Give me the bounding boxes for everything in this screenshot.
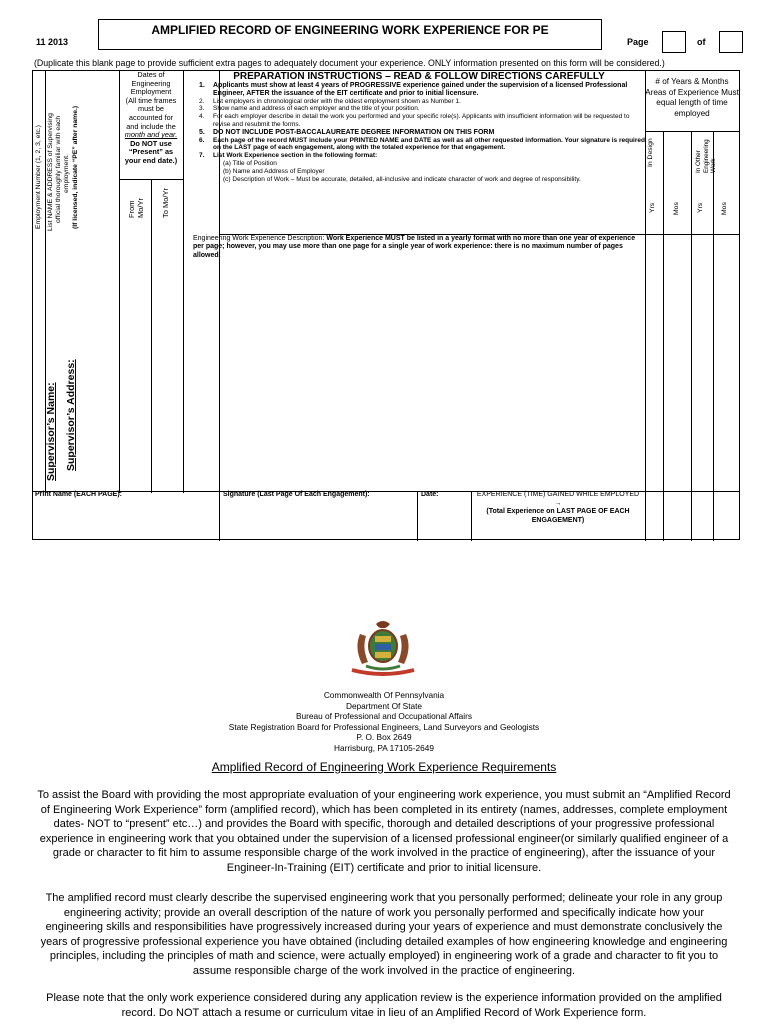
supervisor-address-field[interactable]: Supervisor’s Address:: [65, 359, 77, 471]
in-design-header: In Design: [647, 138, 654, 167]
requirements-paragraph-1: To assist the Board with providing the most appropriate evaluation of your engineering work experience, you must submit an “Amplified Record of Engineering Work Experience” form (amplified record), which has been completed in its entirety (names, addresses, complete employment dates- NOT to “present” etc…) and provides the Board with specific, thorough and detailed descriptions of your progressive professional experience in engineering work that you obtained under the supervision of a licensed professional engineer(or similarly qualified engineer of a grade or character to fit him to assume responsible charge of the work involved in the practice of engineering), after the issuance of your Engineer-In-Training (EIT) certificate and prior to initial licensure.: [37, 789, 731, 874]
agency-address: Commonwealth Of Pennsylvania Department Of State Bureau of Professional and Occupational Affairs State Registration Board for Professional Engineers, Land Surveyors and Geologists P. O. Box 2649 Harrisburg, PA 17105-2649: [228, 690, 540, 753]
design-mos-header: Mos: [673, 202, 680, 215]
page-label: Page: [627, 37, 649, 47]
to-date-header: To Mo/Yr: [161, 187, 170, 218]
page-total-field[interactable]: [719, 31, 743, 53]
other-yrs-header: Yrs: [697, 202, 704, 213]
list-supervisor-line3: employment.: [63, 154, 70, 193]
description-header: Engineering Work Experience Description: Work Experience MUST be listed in a yearly format with no more than one year of experience per page; however, you may use more than one page for a single year of work experience: there is no maximum number of pages allowed.: [193, 235, 636, 259]
form-date-code: 11 2013: [36, 37, 69, 47]
print-name-field[interactable]: Print Name (EACH PAGE):: [35, 491, 122, 498]
of-label: of: [697, 37, 706, 47]
dates-header: Dates of Engineering Employment (All time frames must be accounted for and include the month and year. Do NOT use “Present” as your end date.): [124, 70, 178, 165]
date-field[interactable]: Date:: [421, 491, 439, 498]
supervisor-name-field[interactable]: Supervisor’s Name:: [45, 382, 57, 481]
in-other-header: In Other Engineering Work: [695, 139, 717, 173]
experience-gained-label: EXPERIENCE (TIME) GAINED WHILE EMPLOYED → (Total Experience on LAST PAGE OF EACH ENGAGEMENT): [476, 491, 640, 524]
licensed-note: (If licensed, indicate “PE” after name.): [72, 105, 79, 229]
requirements-paragraph-3: Please note that the only work experience considered during any application review is the experience information provided on the amplified record. Do NOT attach a resume or curriculum vitae in lieu of an Amplified Record of Work Experience form.: [46, 992, 722, 1019]
preparation-instructions: PREPARATION INSTRUCTIONS – READ & FOLLOW DIRECTIONS CAREFULLY 1. Applicants must show at least 4 years of PROGRESSIVE experience gained under the supervision of a licensed Professional Engineer, AFTER the issuance of the EIT certificate and prior to initial licensure. 2. List employers in chronological order with the oldest employment shown as Number 1. 3. Show name and address of each employer and the title of your position. 4. For each employer describe in detail the work you performed and your specific role(s). Applicants with insufficient information will be requested to revise and resubmit the forms. 5. DO NOT INCLUDE POST-BACCALAUREATE DEGREE INFORMATION ON THIS FORM 6. Each page of the record MUST include your PRINTED NAME and DATE as well as all other requested information. Your signature is required on the LAST page of each engagement, along with the totaled experience for that engagement. 7. List Work Experience section in the following format: (a) Title of Position (b) Name and Address of Employer (c) Description of Work – Must be accurate, detailed, all-inclusive and indicate character of work and degree of responsibility.: [199, 71, 645, 183]
pennsylvania-seal-icon: [346, 620, 420, 678]
requirements-paragraph-2: The amplified record must clearly describe the supervised engineering work that you personally performed; delineate your role in any group engineering activity; provide an overall description of the nature of work you personally performed and specifically indicate how your engineering skills and responsibilities have progressively increased during your years of experience and must demonstrate conclusively the years of progressive professional experience you have obtained (including detailed examples of how engineering knowledge and engineering principles, including the principles of math and science, were actually employed) in engineering work of a grade and character to fit you to assume responsible charge of the work involved in the practice of engineering.: [40, 892, 728, 977]
list-supervisor-header: List NAME & ADDRESS of Supervising: [47, 113, 54, 231]
from-date-header: From Mo/Yr: [127, 197, 145, 218]
description-entry-area[interactable]: [219, 261, 645, 489]
list-supervisor-line2: official thoroughly familiar with each: [55, 115, 62, 223]
duplicate-note: (Duplicate this blank page to provide sufficient extra pages to adequately document your experience. ONLY information presented on this form will be considered.): [34, 58, 665, 68]
design-yrs-header: Yrs: [649, 202, 656, 213]
employment-number-header: Employment Number (1, 2, 3, etc.): [35, 125, 42, 229]
experience-form: [32, 70, 740, 540]
signature-field[interactable]: Signature (Last Page Of Each Engagement):: [223, 491, 370, 498]
form-title: AMPLIFIED RECORD OF ENGINEERING WORK EXPERIENCE FOR PE: [98, 19, 602, 50]
other-mos-header: Mos: [721, 202, 728, 215]
requirements-title: Amplified Record of Engineering Work Experience Requirements: [211, 760, 557, 774]
page-number-field[interactable]: [662, 31, 686, 53]
years-months-header: # of Years & Months Areas of Experience Must equal length of time employed: [645, 77, 739, 118]
